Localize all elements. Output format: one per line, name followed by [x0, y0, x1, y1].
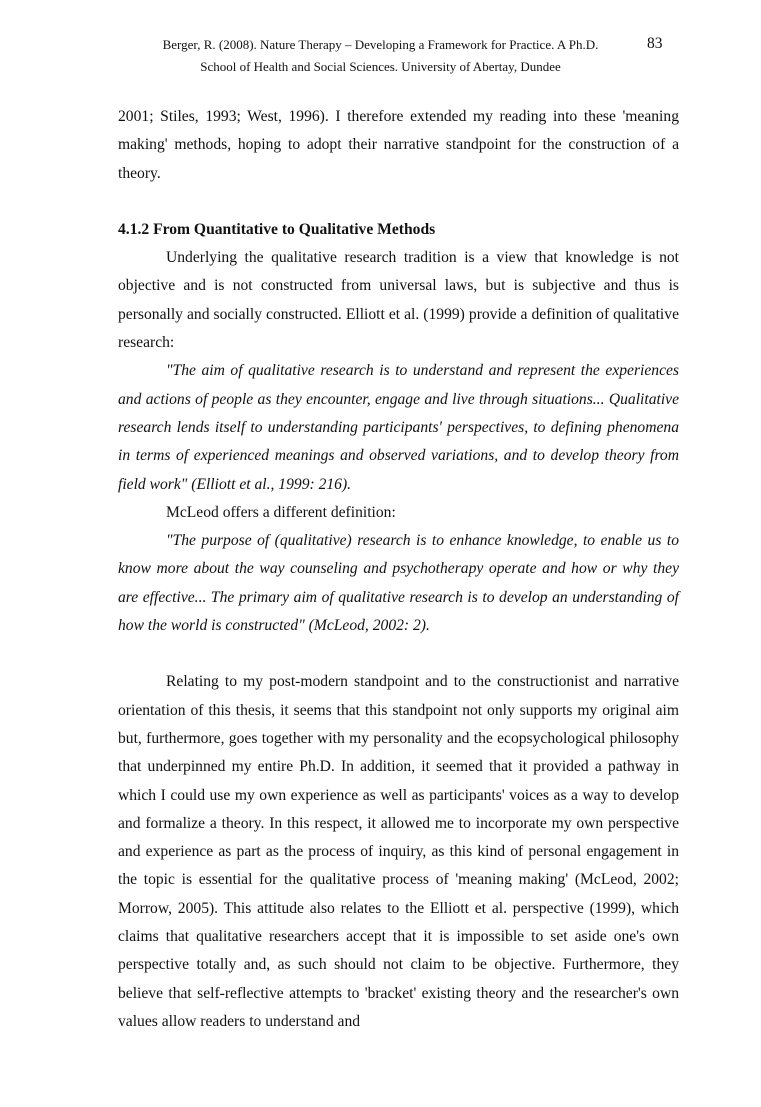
paragraph-qualitative-tradition: Underlying the qualitative research tradition is a view that knowledge is not objective and is not constructed from universal laws, but is subjective and thus is personally and socially constructed. Elliott et al. (1999) provide a definition of qualitative research:	[118, 249, 679, 352]
page-number: 83	[647, 35, 663, 52]
paragraph-mcleod-intro: McLeod offers a different definition:	[166, 503, 396, 521]
quote-elliott: "The aim of qualitative research is to understand and represent the experiences and actions of people as they encounter, engage and live through situations... Qualitative research lends itself to understanding participants' perspectives, to defining phenomena in terms of experienced meanings and observed variations, and to develop theory from field work" (Elliott et al., 1999: 216).	[118, 362, 679, 493]
section-heading: 4.1.2 From Quantitative to Qualitative Methods	[118, 220, 436, 238]
header-citation-line-1: Berger, R. (2008). Nature Therapy – Developing a Framework for Practice. A Ph.D.	[162, 37, 599, 52]
quote-mcleod: "The purpose of (qualitative) research is to enhance knowledge, to enable us to know more about the way counseling and psychotherapy operate and how or why they are effective... The primary aim of qualitative research is to develop an understanding of how the world is constructed" (McLeod, 2002: 2).	[118, 532, 679, 635]
header-citation-line-2: School of Health and Social Sciences. University of Abertay, Dundee	[200, 59, 561, 74]
paragraph-continued: 2001; Stiles, 1993; West, 1996). I therefore extended my reading into these 'meaning making' methods, hoping to adopt their narrative standpoint for the construction of a theory.	[118, 108, 679, 182]
body-text	[118, 103, 679, 1036]
paragraph-postmodern-standpoint: Relating to my post-modern standpoint and to the constructionist and narrative orientation of this thesis, it seems that this standpoint not only supports my original aim but, furthermore, goes together with my personality and the ecopsychological philosophy that underpinned my entire Ph.D. In addition, it seemed that it provided a pathway in which I could use my own experience as well as participants' voices as a way to develop and formalize a theory. In this respect, it allowed me to incorporate my own perspective and experience as part as the process of inquiry, as this kind of personal engagement in the topic is essential for the qualitative process of 'meaning making' (McLeod, 2002; Morrow, 2005). This attitude also relates to the Elliott et al. perspective (1999), which claims that qualitative researchers accept that it is impossible to set aside one's own perspective totally and, as such should not claim to be objective. Furthermore, they believe that self-reflective attempts to 'bracket' existing theory and the researcher's own values allow readers to understand and	[118, 673, 679, 1030]
